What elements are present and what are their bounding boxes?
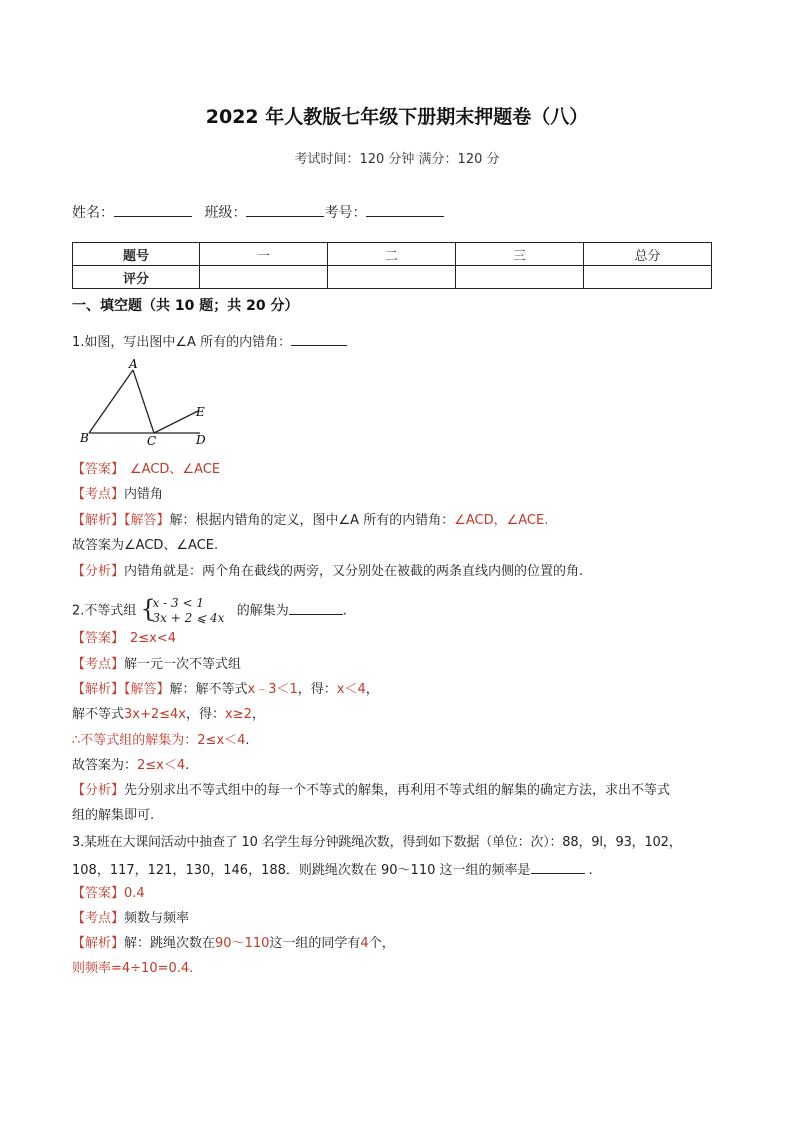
analysis-tag: 【解析】【解答】 xyxy=(72,682,170,697)
q2-point xyxy=(72,656,241,674)
segment-ab xyxy=(89,370,133,433)
question-text: 的解集为 xyxy=(236,603,289,619)
table-cell: 评分 xyxy=(73,266,200,289)
segment-ac xyxy=(133,370,154,433)
system-row-1: x - 3 < 1 xyxy=(152,596,204,610)
table-row xyxy=(73,243,712,266)
question-2: 2.不等式组 { x - 3 < 1 3x + 2 ⩽ 4x 的解集为 . xyxy=(72,595,347,625)
student-info-row xyxy=(72,202,444,222)
table-cell: 总分 xyxy=(584,243,712,266)
point-value: 内错角 xyxy=(124,487,164,502)
answer-tag: 【答案】 xyxy=(72,462,125,477)
answer-tag: 【答案】 xyxy=(72,886,125,901)
table-cell: 二 xyxy=(328,243,456,266)
q1-answer xyxy=(72,461,220,479)
q3-analysis: 【解析】解：跳绳次数在90～110这一组的同学有4个， xyxy=(72,936,395,951)
q1-conclusion: 故答案为∠ACD、∠ACE. xyxy=(72,538,219,553)
label-a: A xyxy=(129,357,138,371)
q2-fenxi-cont: 组的解集即可. xyxy=(72,808,155,823)
name-field[interactable] xyxy=(114,202,192,217)
analysis-text: 解：根据内错角的定义，图中∠A 所有的内错角： xyxy=(169,513,455,528)
q2-analysis-3: ∴不等式组的解集为：2≤x＜4. xyxy=(72,733,250,748)
point-value: 频数与频率 xyxy=(124,911,190,926)
score-table xyxy=(72,242,712,289)
q3-conclusion: 则频率=4÷10=0.4. xyxy=(72,961,194,976)
score-input-cell[interactable] xyxy=(328,266,456,289)
segment-ce xyxy=(154,411,198,433)
table-cell: 一 xyxy=(200,243,328,266)
label-d: D xyxy=(196,433,206,447)
class-field[interactable] xyxy=(246,202,324,217)
q2-fenxi: 【分析】先分别求出不等式组中的每一个不等式的解集，再利用不等式组的解集的确定方法，求出不等式 xyxy=(72,783,671,798)
name-label: 姓名： xyxy=(72,205,114,221)
q1-analysis xyxy=(72,512,548,530)
question-text: 2.不等式组 xyxy=(72,603,137,619)
point-tag: 【考点】 xyxy=(72,487,125,502)
score-input-cell[interactable] xyxy=(456,266,584,289)
label-c: C xyxy=(147,434,157,448)
number-label: 考号： xyxy=(324,205,367,221)
answer-blank[interactable] xyxy=(531,859,585,874)
label-e: E xyxy=(196,405,205,419)
table-row xyxy=(73,266,712,289)
analysis-tag: 【解析】 xyxy=(72,936,125,951)
point-tag: 【考点】 xyxy=(72,657,125,672)
q3-answer xyxy=(72,885,145,903)
score-input-cell[interactable] xyxy=(584,266,712,289)
answer-blank[interactable] xyxy=(291,331,347,346)
question-1 xyxy=(72,331,347,352)
analysis-tag: 【解析】【解答】 xyxy=(72,513,170,528)
section-heading: 一、填空题（共 10 题；共 20 分） xyxy=(72,298,299,314)
point-tag: 【考点】 xyxy=(72,911,125,926)
q2-analysis-1: 【解析】【解答】解：解不等式x﹣3＜1，得：x＜4， xyxy=(72,682,379,697)
answer-blank[interactable] xyxy=(289,600,343,615)
fenxi-text: 内错角就是：两个角在截线的两旁，又分别处在被截的两条直线内侧的位置的角. xyxy=(124,564,584,579)
q2-conclusion: 故答案为：2≤x＜4. xyxy=(72,758,190,773)
q2-analysis-2: 解不等式3x+2≤4x，得：x≥2， xyxy=(72,707,265,722)
answer-value: 0.4 xyxy=(124,886,145,901)
score-input-cell[interactable] xyxy=(200,266,328,289)
question-3-line-1: 3.某班在大课间活动中抽查了 10 名学生每分钟跳绳次数，得到如下数据（单位：次）：88，9l，93，102， xyxy=(72,835,682,850)
analysis-highlight: ∠ACD，∠ACE. xyxy=(454,513,549,528)
inequality-system xyxy=(140,595,233,625)
answer-value: ∠ACD、∠ACE xyxy=(130,462,221,477)
fenxi-tag: 【分析】 xyxy=(72,564,125,579)
exam-meta: 考试时间：120 分钟 满分：120 分 xyxy=(294,152,500,167)
question-3-line-2: 108，117，121，130，146，188．则跳绳次数在 90～110 这一组的频率是 . xyxy=(72,859,593,880)
q3-point xyxy=(72,910,189,928)
system-row-2: 3x + 2 ⩽ 4x xyxy=(152,611,225,625)
point-value: 解一元一次不等式组 xyxy=(124,657,242,672)
number-field[interactable] xyxy=(366,202,444,217)
label-b: B xyxy=(80,431,89,445)
q2-answer xyxy=(72,630,176,648)
question-text: 1.如图，写出图中∠A 所有的内错角： xyxy=(72,335,292,350)
answer-value: 2≤x<4 xyxy=(130,631,177,646)
table-cell: 题号 xyxy=(73,243,200,266)
fenxi-tag: 【分析】 xyxy=(72,783,125,798)
page-title: 2022 年人教版七年级下册期末押题卷（八） xyxy=(205,106,589,128)
table-cell: 三 xyxy=(456,243,584,266)
brace-icon: { xyxy=(140,595,156,623)
answer-tag: 【答案】 xyxy=(72,631,125,646)
q1-fenxi xyxy=(72,563,583,581)
class-label: 班级： xyxy=(204,205,247,221)
triangle-figure xyxy=(76,356,216,448)
q1-point xyxy=(72,486,163,504)
